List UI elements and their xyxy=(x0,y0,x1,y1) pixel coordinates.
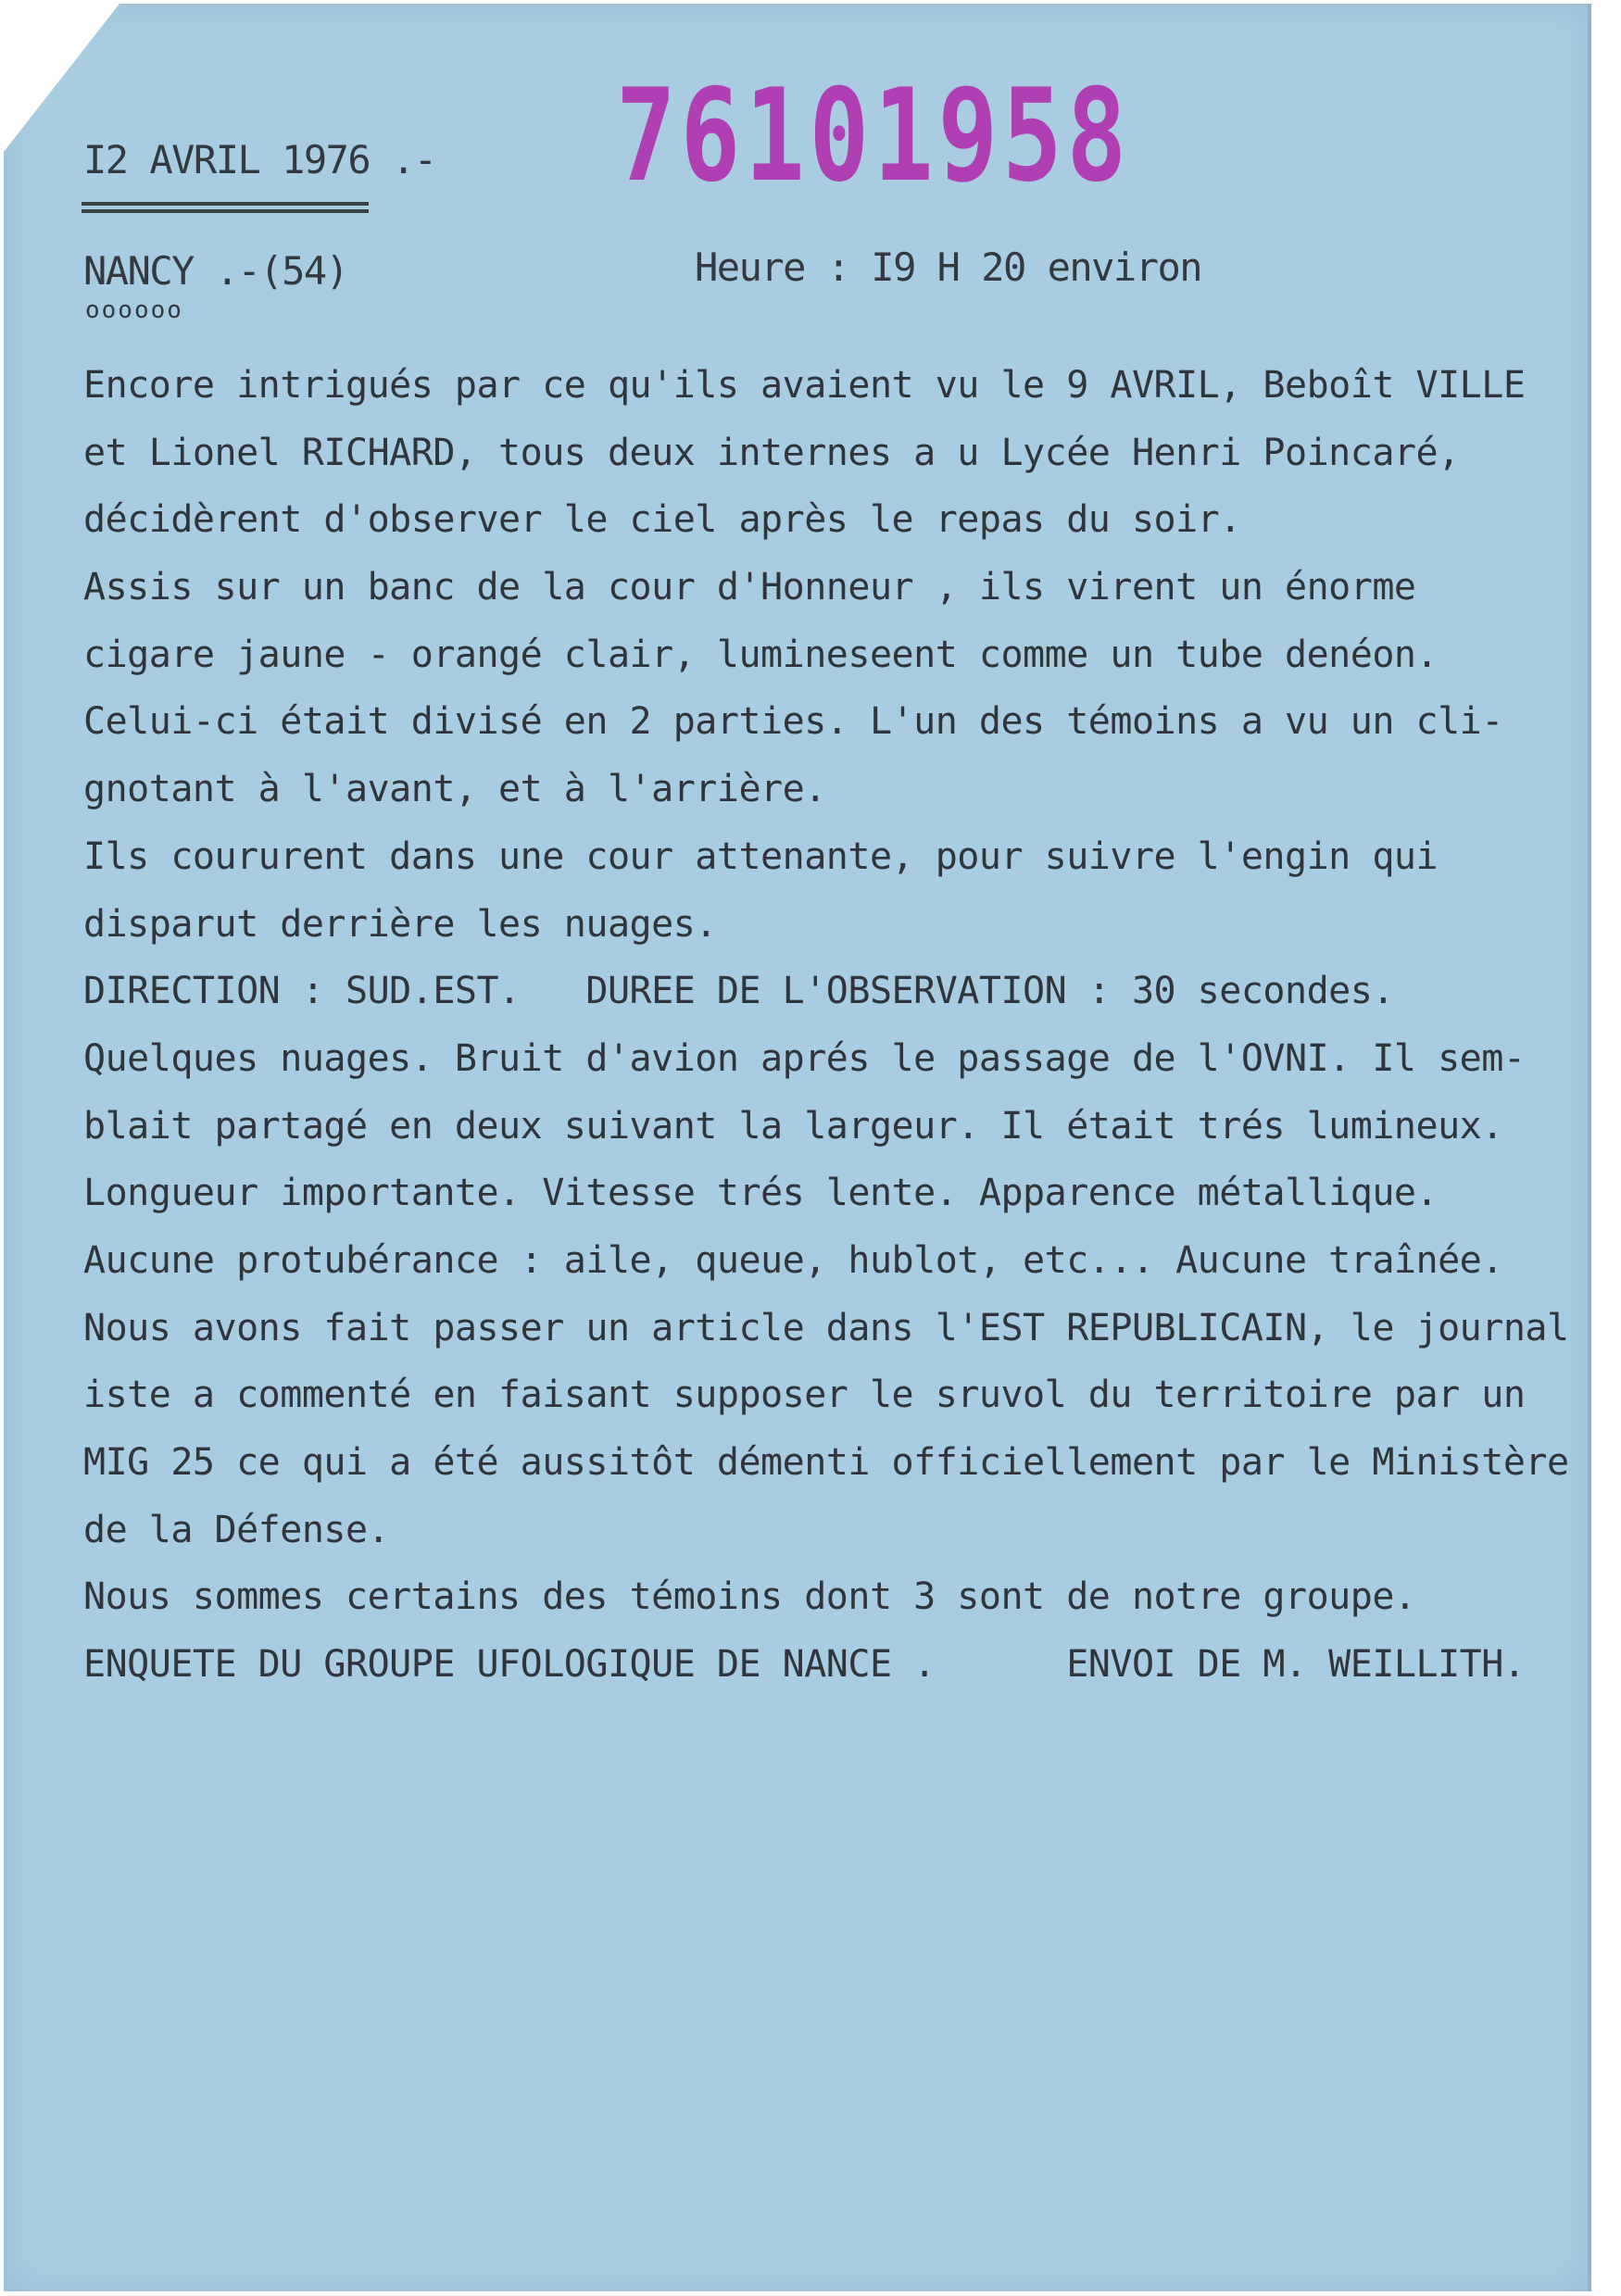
body-line: gnotant à l'avant, et à l'arrière. xyxy=(83,768,826,811)
body-line: Nous sommes certains des témoins dont 3 sont de notre groupe. xyxy=(83,1575,1416,1619)
body-line: cigare jaune - orangé clair, lumineseent comme un tube denéon. xyxy=(83,633,1439,676)
body-line: MIG 25 ce qui a été aussitôt démenti officiellement par le Ministère xyxy=(83,1441,1569,1484)
location-marker: oooooo xyxy=(85,296,183,324)
body-line: et Lionel RICHARD, tous deux internes a u Lycée Henri Poincaré, xyxy=(83,431,1460,474)
body-line: disparut derrière les nuages. xyxy=(83,902,717,946)
location: NANCY .-(54) xyxy=(83,248,348,294)
body-line: Longueur importante. Vitesse trés lente. Apparence métallique. xyxy=(83,1172,1439,1215)
body-line: Ils coururent dans une cour attenante, pour suivre l'engin qui xyxy=(83,834,1439,878)
body-line: décidèrent d'observer le ciel après le repas du soir. xyxy=(83,498,1241,542)
case-number-stamp: 76101958 xyxy=(616,61,1131,210)
card-edge xyxy=(1588,4,1591,2291)
date-underline xyxy=(82,202,369,213)
body-line: Aucune protubérance : aile, queue, hublot, etc... Aucune traînée. xyxy=(83,1238,1503,1282)
body-line: iste a commenté en faisant supposer le sruvol du territoire par un xyxy=(83,1374,1526,1417)
body-line: Nous avons fait passer un article dans l'EST REPUBLICAIN, le journal xyxy=(83,1306,1569,1349)
body-line: de la Défense. xyxy=(83,1508,390,1551)
body-line: DIRECTION : SUD.EST. DUREE DE L'OBSERVATION : 30 secondes. xyxy=(83,970,1394,1013)
report-body xyxy=(83,361,1584,1708)
body-line: ENQUETE DU GROUPE UFOLOGIQUE DE NANCE . ENVOI DE M. WEILLITH. xyxy=(83,1643,1526,1687)
body-line: Quelques nuages. Bruit d'avion aprés le passage de l'OVNI. Il sem- xyxy=(83,1036,1526,1080)
report-date: I2 AVRIL 1976 .- xyxy=(83,137,436,182)
body-line: Assis sur un banc de la cour d'Honneur , ils virent un énorme xyxy=(83,566,1416,609)
observation-time: Heure : I9 H 20 environ xyxy=(695,245,1202,290)
body-line: Encore intrigués par ce qu'ils avaient vu le 9 AVRIL, Beboît VILLE xyxy=(83,364,1526,407)
body-line: Celui-ci était divisé en 2 parties. L'un des témoins a vu un cli- xyxy=(83,700,1503,744)
body-line: blait partagé en deux suivant la largeur. Il était trés lumineux. xyxy=(83,1104,1503,1148)
